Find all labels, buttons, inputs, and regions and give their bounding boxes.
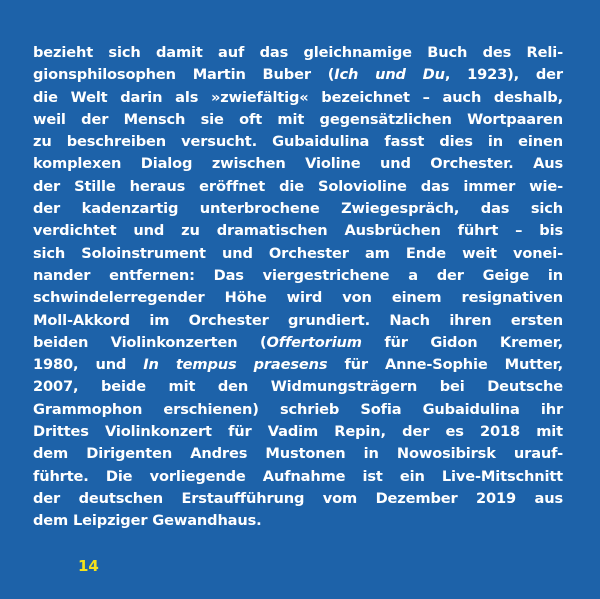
text-line [33, 354, 563, 376]
text-segment: 1980, und [33, 356, 144, 374]
text-line [33, 265, 563, 287]
italic-title: Ich und Du [334, 66, 445, 84]
text-segment: der deutschen Erstaufführung vom Dezember 2019 aus [33, 489, 563, 507]
text-line [33, 332, 563, 354]
text-segment: der kadenzartig unterbrochene Zwiegespräch, das sich [33, 200, 563, 218]
text-line [33, 399, 563, 421]
text-segment: der Stille heraus eröffnet die Solovioline das immer wie- [33, 177, 563, 195]
text-line [33, 176, 563, 198]
text-line [33, 466, 563, 488]
text-segment: gionsphilosophen Martin Buber ( [33, 66, 335, 84]
text-line [33, 287, 563, 309]
text-line [33, 198, 563, 220]
text-line [33, 220, 563, 242]
text-segment: beiden Violinkonzerten ( [33, 333, 267, 351]
text-line [33, 42, 563, 64]
text-line [33, 131, 563, 153]
text-segment: sich Soloinstrument und Orchester am Ende weit vonei- [33, 244, 563, 262]
text-segment: Grammophon erschienen) schrieb Sofia Gubaidulina ihr [33, 400, 563, 418]
italic-title: Offertorium [266, 333, 362, 351]
text-segment: führte. Die vorliegende Aufnahme ist ein Live-Mitschnitt [33, 467, 563, 485]
text-segment: weil der Mensch sie oft mit gegensätzlichen Wortpaaren [33, 110, 563, 128]
text-line [33, 510, 563, 532]
text-segment: dem Leipziger Gewandhaus. [33, 512, 262, 530]
text-segment: nander entfernen: Das viergestrichene a der Geige in [33, 266, 563, 284]
text-segment: für Anne-Sophie Mutter, [327, 356, 563, 374]
text-segment: die Welt darin als »zwiefältig« bezeichnet – auch deshalb, [33, 88, 563, 106]
text-segment: bezieht sich damit auf das gleichnamige Buch des Reli- [33, 44, 563, 61]
text-segment: für Gidon Kremer, [361, 333, 563, 351]
text-segment: verdichtet und zu dramatischen Ausbrüchen führt – bis [33, 222, 563, 240]
text-line [33, 376, 563, 398]
text-line [33, 488, 563, 510]
text-segment: schwindelerregender Höhe wird von einem resignativen [33, 289, 563, 307]
text-segment: komplexen Dialog zwischen Violine und Orchester. Aus [33, 155, 563, 173]
text-line [33, 153, 563, 175]
text-segment: 2007, beide mit den Widmungsträgern bei Deutsche [33, 378, 563, 396]
text-line [33, 443, 563, 465]
text-line [33, 310, 563, 332]
italic-title: In tempus praesens [143, 356, 328, 374]
text-line [33, 64, 563, 86]
text-line [33, 109, 563, 131]
text-line [33, 421, 563, 443]
text-segment: Moll-Akkord im Orchester grundiert. Nach ihren ersten [33, 311, 563, 329]
text-segment: , 1923), der [444, 66, 563, 84]
body-text [33, 42, 563, 533]
text-segment: zu beschreiben versucht. Gubaidulina fasst dies in einen [33, 133, 563, 151]
text-line [33, 87, 563, 109]
page-number: 14 [78, 557, 99, 575]
text-segment: dem Dirigenten Andres Mustonen in Nowosibirsk urauf- [33, 445, 563, 463]
text-line [33, 243, 563, 265]
text-segment: Drittes Violinkonzert für Vadim Repin, der es 2018 mit [33, 423, 563, 441]
